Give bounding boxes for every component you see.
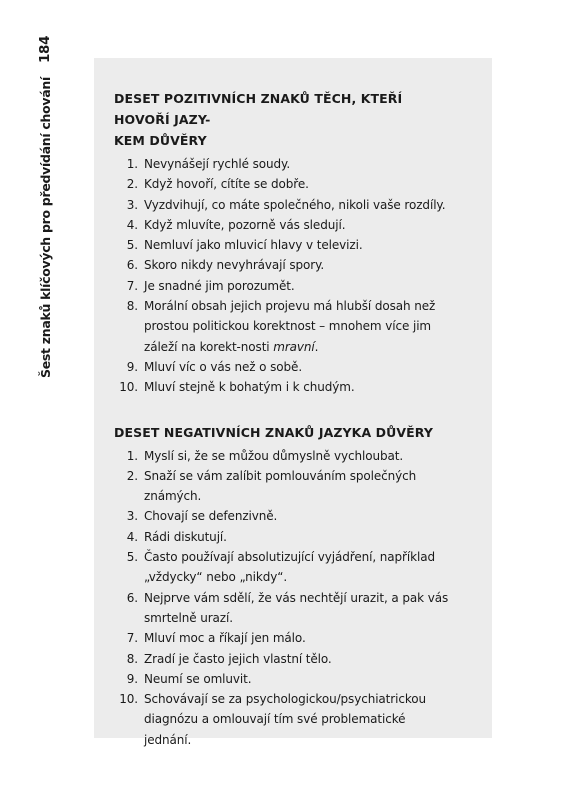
item-text: Zradí je často jejich vlastní tělo. <box>144 651 332 666</box>
item-number: 6. <box>126 590 138 605</box>
item-number: 4. <box>126 217 138 232</box>
list-item <box>114 276 454 296</box>
item-text-emphasis: mravní <box>273 339 315 354</box>
list-item <box>114 446 454 466</box>
item-text: Snaží se vám zalíbit pomlouváním společných známých. <box>144 468 417 504</box>
item-text: Myslí si, že se můžou důmyslně vychloubat. <box>144 448 404 463</box>
item-text: Morální obsah jejich projevu má hlubší dosah než prostou politickou korektnost – mnohem více jim záleží na korekt-nosti <box>144 299 436 354</box>
positive-heading-line2: KEM DŮVĚRY <box>114 133 207 148</box>
item-text: Když mluvíte, pozorně vás sledují. <box>144 217 346 232</box>
item-number: 5. <box>126 550 138 565</box>
item-text: Často používají absolutizující vyjádření, například „vždycky“ nebo „nikdy“. <box>144 550 435 585</box>
item-text: Když hovoří, cítíte se dobře. <box>144 177 309 192</box>
item-number: 8. <box>126 299 138 314</box>
item-number: 2. <box>126 177 138 192</box>
item-text: Nevynášejí rychlé soudy. <box>144 157 291 171</box>
item-text: Neumí se omluvit. <box>144 671 252 686</box>
item-number: 2. <box>126 468 138 483</box>
list-item <box>114 649 454 669</box>
running-header-rotated <box>34 35 56 378</box>
list-item <box>114 255 454 275</box>
item-text: Vyzdvihují, co máte společného, nikoli vaše rozdíly. <box>144 197 446 212</box>
item-text: Rádi diskutují. <box>144 529 227 544</box>
item-text: Mluví moc a říkají jen málo. <box>144 631 306 646</box>
list-item <box>114 506 454 526</box>
list-item <box>114 377 454 397</box>
positive-signs-list <box>114 154 454 398</box>
item-number: 3. <box>126 197 138 212</box>
list-item <box>114 689 454 750</box>
list-item <box>114 527 454 547</box>
item-text: Mluví víc o vás než o sobě. <box>144 359 303 374</box>
running-header-title: Šest znaků klíčových pro předvídání chování <box>37 77 53 378</box>
list-item <box>114 215 454 235</box>
item-number: 5. <box>126 238 138 253</box>
positive-heading-line1: DESET POZITIVNÍCH ZNAKŮ TĚCH, KTEŘÍ HOVOŘÍ JAZY- <box>114 91 403 127</box>
content-box <box>94 58 492 747</box>
item-text: Je snadné jim porozumět. <box>144 278 295 293</box>
item-number: 9. <box>126 671 138 686</box>
item-text-end: . <box>314 339 319 354</box>
item-number: 1. <box>126 157 138 171</box>
item-text: Skoro nikdy nevyhrávají spory. <box>144 258 325 273</box>
item-number: 3. <box>126 509 138 524</box>
item-number: 10. <box>119 380 138 395</box>
page-number: 184 <box>37 35 53 64</box>
item-number: 1. <box>126 448 138 463</box>
list-item <box>114 466 454 507</box>
list-item <box>114 235 454 255</box>
item-text: Nejprve vám sdělí, že vás nechtějí urazit, a pak vás smrtelně urazí. <box>144 590 449 625</box>
positive-signs-heading <box>114 88 454 151</box>
item-number: 6. <box>126 258 138 273</box>
item-text: Nemluví jako mluvicí hlavy v televizi. <box>144 238 363 253</box>
item-text: Schovávají se za psychologickou/psychiatrickou diagnózu a omlouvají tím své problematické jednání. <box>144 692 427 747</box>
item-number: 8. <box>126 651 138 666</box>
list-item <box>114 669 454 689</box>
item-number: 9. <box>126 359 138 374</box>
list-item <box>114 588 454 629</box>
list-item <box>114 296 454 357</box>
item-number: 7. <box>126 278 138 293</box>
running-header <box>34 35 56 378</box>
negative-signs-heading: DESET NEGATIVNÍCH ZNAKŮ JAZYKA DŮVĚRY <box>114 424 434 440</box>
item-text: Chovají se defenzivně. <box>144 509 278 524</box>
list-item <box>114 154 454 174</box>
negative-signs-list <box>114 446 454 750</box>
list-item <box>114 357 454 377</box>
list-item <box>114 195 454 215</box>
item-number: 4. <box>126 529 138 544</box>
item-text: Mluví stejně k bohatým i k chudým. <box>144 380 355 395</box>
item-number: 7. <box>126 631 138 646</box>
list-item <box>114 628 454 648</box>
list-item <box>114 174 454 194</box>
item-number: 10. <box>119 692 138 707</box>
list-item <box>114 547 454 588</box>
content-body <box>114 88 454 750</box>
